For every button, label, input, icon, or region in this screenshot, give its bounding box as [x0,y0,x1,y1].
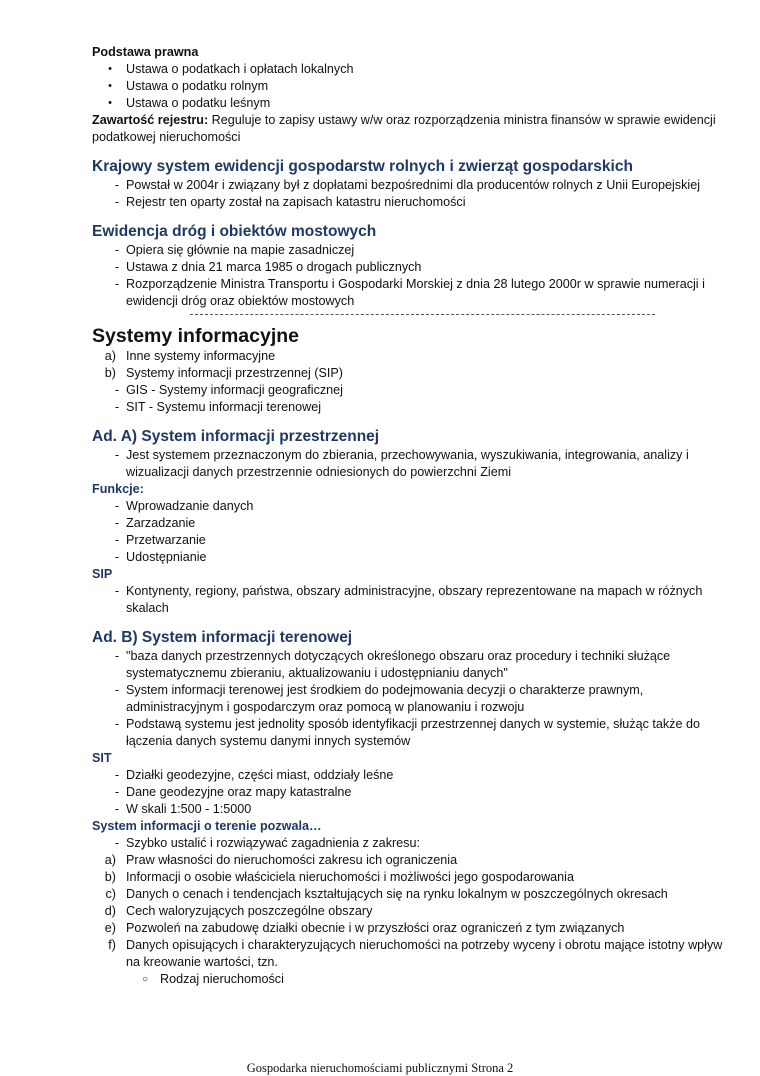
list-item: c) Danych o cenach i tendencjach kształtujących się na rynku lokalnym w poszczególnych okresach [105,887,668,901]
list-item: • Ustawa o podatku rolnym [92,78,732,95]
dash-icon: - [114,836,120,850]
list-item: ○ Rodzaj nieruchomości [92,971,732,988]
list-item: a) Praw własności do nieruchomości zakresu ich ograniczenia [104,853,458,867]
dash-icon: - [114,785,120,799]
list-item: d) Cech waloryzujących poszczególne obszary [104,904,373,918]
funkcje-label: Funkcje: [92,482,144,496]
list-item: - Zarzadzanie [92,515,732,532]
dash-icon: - [114,717,120,731]
podstawa-heading: Podstawa prawna [92,45,199,59]
dash-icon: - [114,383,120,397]
list-item: - Opiera się głównie na mapie zasadniczej [92,242,732,259]
zawartosc-paragraph: Zawartość rejestru: Reguluje to zapisy ustawy w/w oraz rozporządzenia ministra finansów w sprawie ewidencji podatkowej nieruchomości [92,113,716,144]
list-item: - Rozporządzenie Ministra Transportu i Gospodarki Morskiej z dnia 28 lutego 2000r w sprawie numeracji i ewidencji dróg oraz obiektów mostowych [92,276,732,310]
list-item: - GIS - Systemy informacji geograficznej [92,382,732,399]
pozwala-label: System informacji o terenie pozwala… [92,819,322,833]
page-footer: Gospodarka nieruchomościami publicznymi Strona 2 [246,1061,514,1075]
dash-icon: - [114,499,120,513]
list-item: - W skali 1:500 - 1:5000 [92,801,732,818]
list-item: - Wprowadzanie danych [92,498,732,515]
list-item: - Przetwarzanie [92,532,732,549]
dash-icon: - [114,277,120,291]
dash-icon: - [114,260,120,274]
list-item: - Ustawa z dnia 21 marca 1985 o drogach publicznych [92,259,732,276]
section-heading-ad-b: Ad. B) System informacji terenowej [92,629,353,646]
list-item: e) Pozwoleń na zabudowę działki obecnie i w przyszłości oraz ograniczeń z tym związanych [104,921,625,935]
dash-icon: - [114,400,120,414]
dashed-separator [92,310,732,320]
dash-icon: - [114,649,120,663]
dash-icon: - [114,195,120,209]
dash-icon: - [114,802,120,816]
list-item: f) Danych opisujących i charakteryzujących nieruchomości na potrzeby wyceny i obrotu mające istotny wpływ na kreowanie wartości, tzn. [108,938,723,969]
dash-icon: - [114,584,120,598]
bullet-icon: • [108,63,112,75]
section-heading-ad-a: Ad. A) System informacji przestrzennej [92,428,380,445]
dash-icon: - [114,550,120,564]
page-title: Systemy informacyjne [92,325,300,347]
dash-icon: - [114,178,120,192]
sit-label: SIT [92,751,112,765]
dash-icon: - [114,243,120,257]
bullet-icon: • [108,80,112,92]
section-heading-ewidencja-drog: Ewidencja dróg i obiektów mostowych [92,223,377,240]
list-item: b) Systemy informacji przestrzennej (SIP) [104,366,343,380]
list-item: - Szybko ustalić i rozwiązywać zagadnienia z zakresu: [92,835,732,852]
list-item: - Udostępnianie [92,549,732,566]
list-item: - Powstał w 2004r i związany był z dopłatami bezpośrednimi dla producentów rolnych z Unii Europejskiej [92,177,732,194]
list-item: - Rejestr ten oparty został na zapisach katastru nieruchomości [92,194,732,211]
list-item: - Kontynenty, regiony, państwa, obszary administracyjne, obszary reprezentowane na mapach w różnych skalach [92,583,732,617]
list-item: - "baza danych przestrzennych dotyczących określonego obszaru oraz procedury i techniki służące systematycznemu zbieraniu, aktualizowaniu i udostępnianiu danych" [92,648,732,682]
list-item: - Dane geodezyjne oraz mapy katastralne [92,784,732,801]
list-item: - Działki geodezyjne, części miast, oddziały leśne [92,767,732,784]
list-item: - SIT - Systemu informacji terenowej [92,399,732,416]
document-page [92,44,732,988]
list-item: b) Informacji o osobie właściciela nieruchomości i możliwości jego gospodarowania [104,870,574,884]
list-item: • Ustawa o podatku leśnym [92,95,732,112]
list-item: - System informacji terenowej jest środkiem do podejmowania decyzji o charakterze prawnym, administracyjnym i gospodarczym oraz pomocą w planowaniu i rozwoju [92,682,732,716]
sip-label: SIP [92,567,113,581]
list-item: • Ustawa o podatkach i opłatach lokalnych [92,61,732,78]
dash-icon: - [114,533,120,547]
list-item: - Podstawą systemu jest jednolity sposób identyfikacji przestrzennej danych w systemie, służąc także do łączenia danych systemu danymi innych systemów [92,716,732,750]
bullet-icon: • [108,97,112,109]
dash-icon: - [114,516,120,530]
circle-bullet-icon: ○ [141,974,149,985]
list-item: - Jest systemem przeznaczonym do zbierania, przechowywania, wyszukiwania, integrowania, analizy i wizualizacji danych przestrzennie odniesionych do powierzchni Ziemi [92,447,732,481]
section-heading-krajowy: Krajowy system ewidencji gospodarstw rolnych i zwierząt gospodarskich [92,158,633,175]
dash-icon: - [114,683,120,697]
dash-icon: - [114,768,120,782]
dash-icon: - [114,448,120,462]
list-item: a) Inne systemy informacyjne [104,349,276,363]
